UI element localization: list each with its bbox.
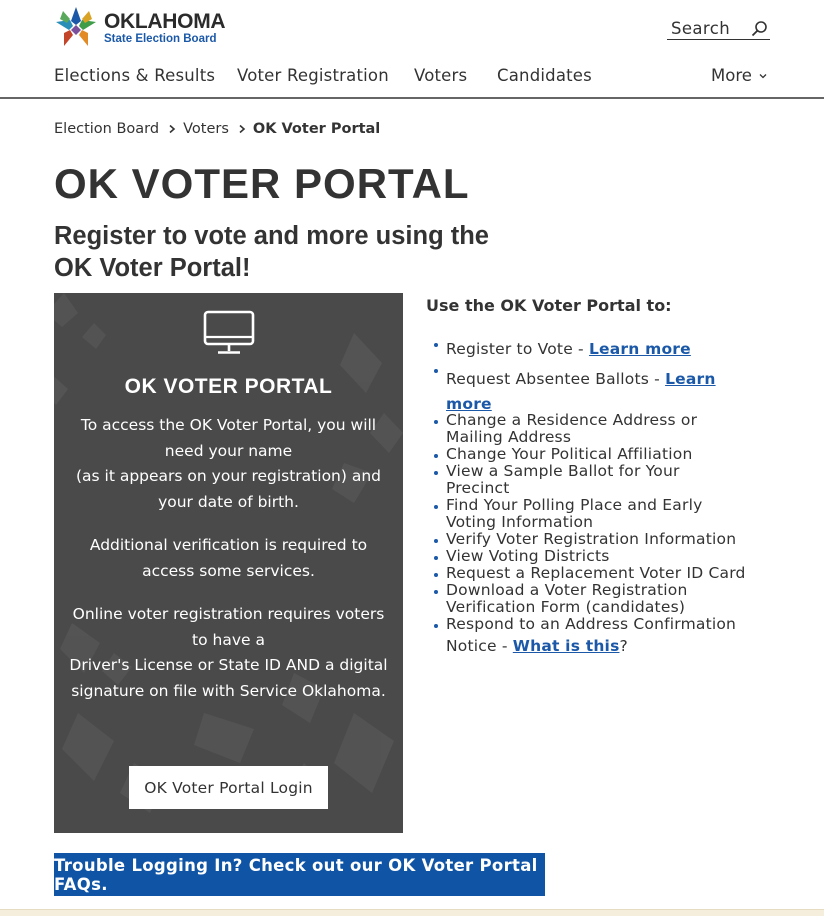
list-item-text: Request a Replacement Voter ID Card: [446, 564, 746, 582]
card-text-line: To access the OK Voter Portal, you will: [80, 416, 377, 434]
breadcrumb: [54, 121, 380, 137]
card-text-line: Driver's License or State ID AND a digital: [69, 656, 388, 674]
nav-item-elections-results[interactable]: Elections & Results: [54, 66, 216, 85]
card-text-line: your date of birth.: [158, 492, 299, 511]
item-text: Find Your Polling Place and Early: [446, 496, 703, 514]
nav-item-voter-registration[interactable]: Voter Registration: [237, 66, 389, 85]
brand-subname: State Election Board: [104, 32, 217, 45]
card-paragraph-access: [62, 413, 395, 515]
bullet-icon: [434, 471, 438, 475]
item-text: View a Sample Ballot for Your: [446, 462, 680, 480]
nav-more-label: More: [711, 66, 752, 85]
what-is-this-link[interactable]: What is this: [512, 637, 620, 655]
card-text-line: (as it appears on your registration) and: [75, 467, 382, 485]
card-text-line: Online voter registration requires voters: [72, 605, 385, 623]
page-subtitle: [54, 220, 574, 284]
breadcrumb-voters[interactable]: Voters: [183, 121, 229, 137]
search-icon[interactable]: [751, 20, 768, 37]
chevron-right-icon: [237, 124, 247, 134]
item-text: Register to Vote -: [446, 340, 589, 358]
desktop-monitor-icon: [203, 310, 255, 355]
oklahoma-star-logo-icon: [54, 6, 98, 50]
item-text: Request Absentee Ballots -: [446, 370, 666, 388]
card-title: OK VOTER PORTAL: [124, 375, 333, 398]
bullet-icon: [434, 590, 438, 594]
item-text: Respond to an Address Confirmation: [446, 615, 737, 633]
brand-name: OKLAHOMA: [104, 9, 226, 33]
list-item-text: Change Your Political Affiliation: [446, 445, 693, 463]
list-item-text: [446, 367, 766, 417]
search-box[interactable]: [667, 17, 770, 40]
learn-more-absentee-link-cont[interactable]: more: [446, 395, 492, 413]
item-text: Precinct: [446, 479, 510, 497]
card-paragraph-verification: [62, 533, 395, 584]
item-text: Download a Voter Registration: [446, 581, 688, 599]
bullet-icon: [434, 505, 438, 509]
voter-portal-login-button[interactable]: OK Voter Portal Login: [129, 766, 328, 809]
list-item-text: Verify Voter Registration Information: [446, 530, 737, 548]
site-header: [0, 0, 824, 99]
bullet-icon: [434, 624, 438, 628]
breadcrumb-election-board[interactable]: Election Board: [54, 121, 160, 137]
page-title: OK VOTER PORTAL: [54, 160, 470, 207]
bullet-icon: [434, 454, 438, 458]
faq-button[interactable]: Trouble Logging In? Check out our OK Voter Portal FAQs.: [54, 853, 545, 896]
learn-more-register-link[interactable]: Learn more: [588, 340, 691, 358]
list-item-text: [446, 463, 766, 497]
item-text: Verification Form (candidates): [446, 598, 686, 616]
card-paragraph-requirements: [62, 602, 395, 704]
item-text: Notice -: [446, 637, 513, 655]
bullet-icon: [434, 556, 438, 560]
item-text: Voting Information: [446, 513, 594, 531]
bullet-icon: [434, 539, 438, 543]
subtitle-line-2: OK Voter Portal!: [54, 254, 251, 282]
learn-more-absentee-link[interactable]: Learn: [665, 370, 716, 388]
list-item-text: [446, 412, 766, 446]
nav-more-menu[interactable]: [711, 66, 768, 85]
item-text: ?: [619, 637, 628, 655]
list-item-text: [446, 497, 766, 531]
list-item-text: View Voting Districts: [446, 547, 610, 565]
list-item-text: [446, 582, 766, 616]
card-text-line: to have a: [192, 630, 265, 649]
bullet-icon: [434, 369, 438, 373]
list-item-text: [446, 341, 766, 358]
site-logo[interactable]: [54, 6, 224, 50]
card-text-line: access some services.: [142, 561, 315, 580]
subtitle-line-1: Register to vote and more using the: [54, 222, 489, 250]
voter-portal-card: [54, 293, 403, 833]
footer-strip: [0, 909, 824, 916]
item-text: Mailing Address: [446, 428, 572, 446]
list-heading: Use the OK Voter Portal to:: [426, 296, 672, 315]
chevron-down-icon: [758, 71, 768, 81]
chevron-right-icon: [167, 124, 177, 134]
card-text-line: signature on file with Service Oklahoma.: [71, 681, 386, 700]
card-text-line: need your name: [164, 441, 293, 460]
nav-item-voters[interactable]: Voters: [414, 66, 468, 85]
bullet-icon: [434, 573, 438, 577]
main-nav: [54, 66, 774, 90]
bullet-icon: [434, 343, 438, 347]
card-text-line: Additional verification is required to: [89, 536, 368, 554]
search-label: Search: [671, 18, 731, 38]
nav-item-candidates[interactable]: Candidates: [497, 66, 592, 85]
breadcrumb-current: OK Voter Portal: [252, 121, 381, 137]
list-item-text: [446, 613, 766, 657]
bullet-icon: [434, 420, 438, 424]
item-text: Change a Residence Address or: [446, 411, 698, 429]
